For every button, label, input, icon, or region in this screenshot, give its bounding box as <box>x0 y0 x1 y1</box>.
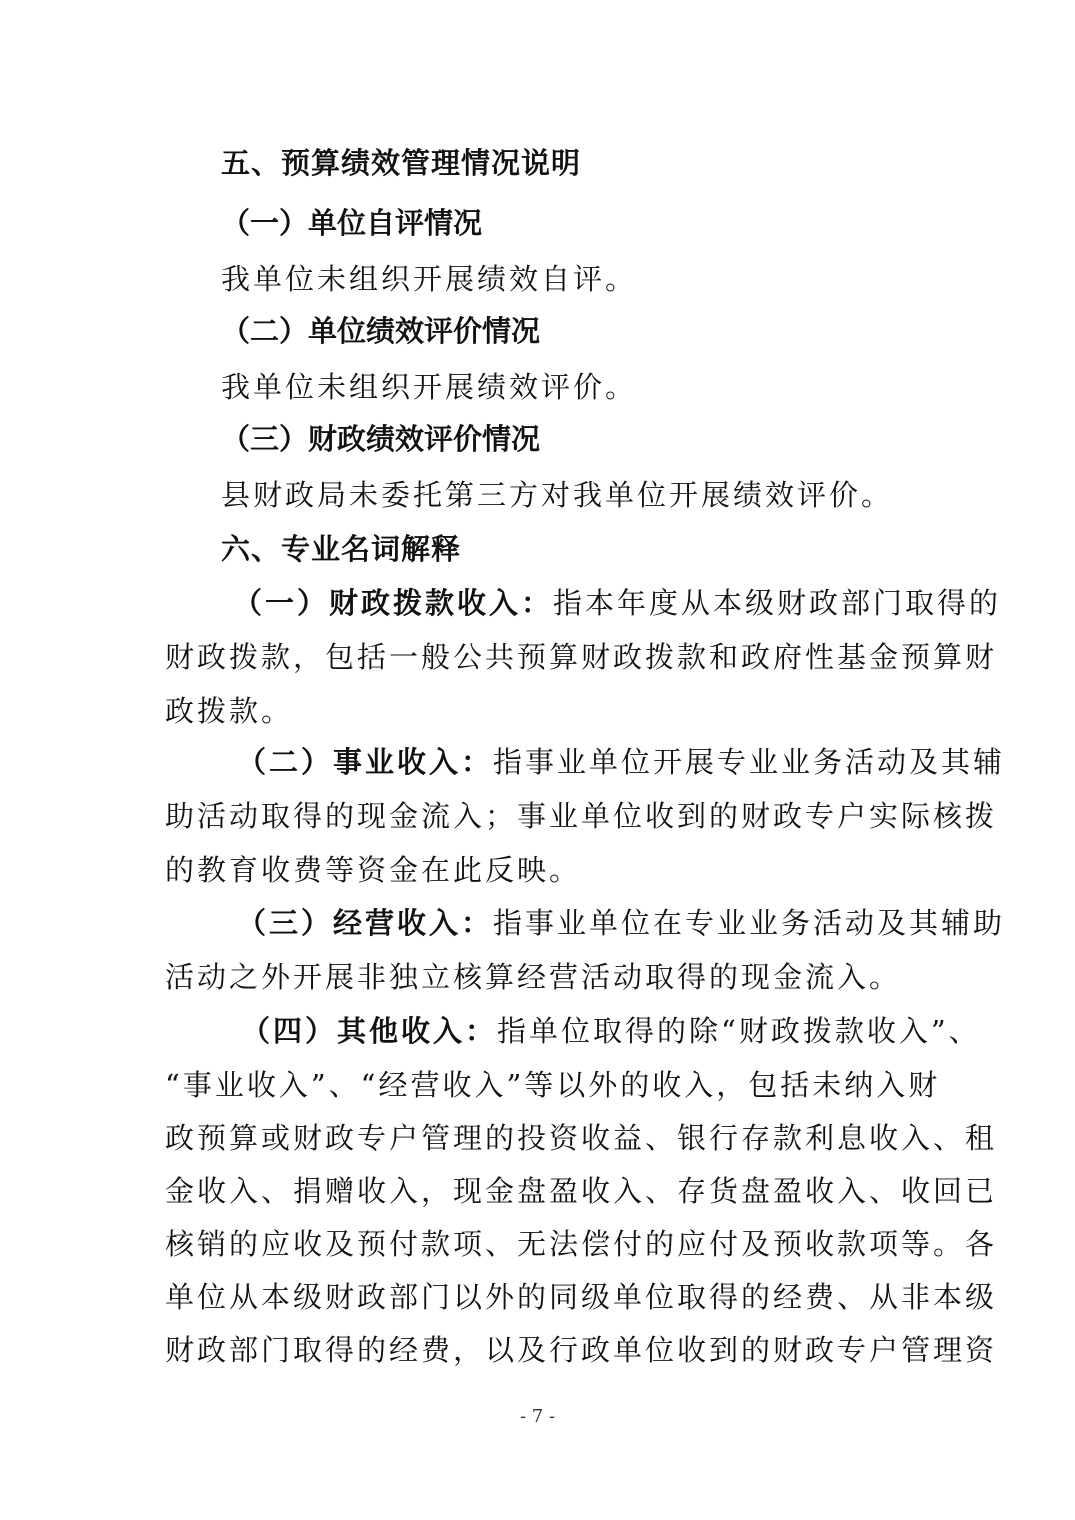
section-heading-budget-performance: 五、预算绩效管理情况说明 <box>221 146 582 180</box>
term-1-first-line <box>233 576 1002 630</box>
term-1-line-2: 财政拨款，包括一般公共预算财政拨款和政府性基金预算财 <box>165 640 998 674</box>
term-4-line-5: 核销的应收及预付款项、无法偿付的应付及预收款项等。各 <box>165 1227 998 1261</box>
paragraph-finance-evaluation: 县财政局未委托第三方对我单位开展绩效评价。 <box>221 478 894 512</box>
subheading-finance-evaluation: （三）财政绩效评价情况 <box>221 422 541 456</box>
term-4-line-3: 政预算或财政专户管理的投资收益、银行存款利息收入、租 <box>165 1121 998 1155</box>
term-2-first-line <box>237 735 1006 789</box>
paragraph-unit-evaluation: 我单位未组织开展绩效评价。 <box>221 370 638 404</box>
term-text: 指事业单位开展专业业务活动及其辅 <box>493 745 1006 779</box>
term-label: （一）财政拨款收入： <box>233 586 554 620</box>
paragraph-self-evaluation: 我单位未组织开展绩效自评。 <box>221 262 638 296</box>
term-text: 指单位取得的除“财政拨款收入”、 <box>497 1014 981 1048</box>
section-heading-terminology: 六、专业名词解释 <box>221 532 462 566</box>
term-4-line-4: 金收入、捐赠收入，现金盘盈收入、存货盘盈收入、收回已 <box>165 1174 998 1208</box>
page-number: - 7 - <box>519 1406 556 1427</box>
term-text: 指本年度从本级财政部门取得的 <box>553 586 1002 620</box>
term-label: （四）其他收入： <box>241 1014 498 1048</box>
term-3-line-2: 活动之外开展非独立核算经营活动取得的现金流入。 <box>165 960 902 994</box>
term-3-first-line <box>237 896 1006 950</box>
subheading-self-evaluation: （一）单位自评情况 <box>221 206 483 240</box>
subheading-unit-evaluation: （二）单位绩效评价情况 <box>221 314 541 348</box>
term-label: （二）事业收入： <box>237 745 494 779</box>
term-4-line-7: 财政部门取得的经费，以及行政单位收到的财政专户管理资 <box>165 1333 998 1367</box>
term-4-line-6: 单位从本级财政部门以外的同级单位取得的经费、从非本级 <box>165 1280 998 1314</box>
term-2-line-3: 的教育收费等资金在此反映。 <box>165 853 582 887</box>
term-4-line-2: “事业收入”、“经营收入”等以外的收入，包括未纳入财 <box>165 1068 941 1102</box>
term-1-line-3: 政拨款。 <box>165 694 294 728</box>
term-label: （三）经营收入： <box>237 906 494 940</box>
term-2-line-2: 助活动取得的现金流入；事业单位收到的财政专户实际核拨 <box>165 799 998 833</box>
term-text: 指事业单位在专业业务活动及其辅助 <box>493 906 1006 940</box>
term-4-first-line <box>241 1004 981 1058</box>
